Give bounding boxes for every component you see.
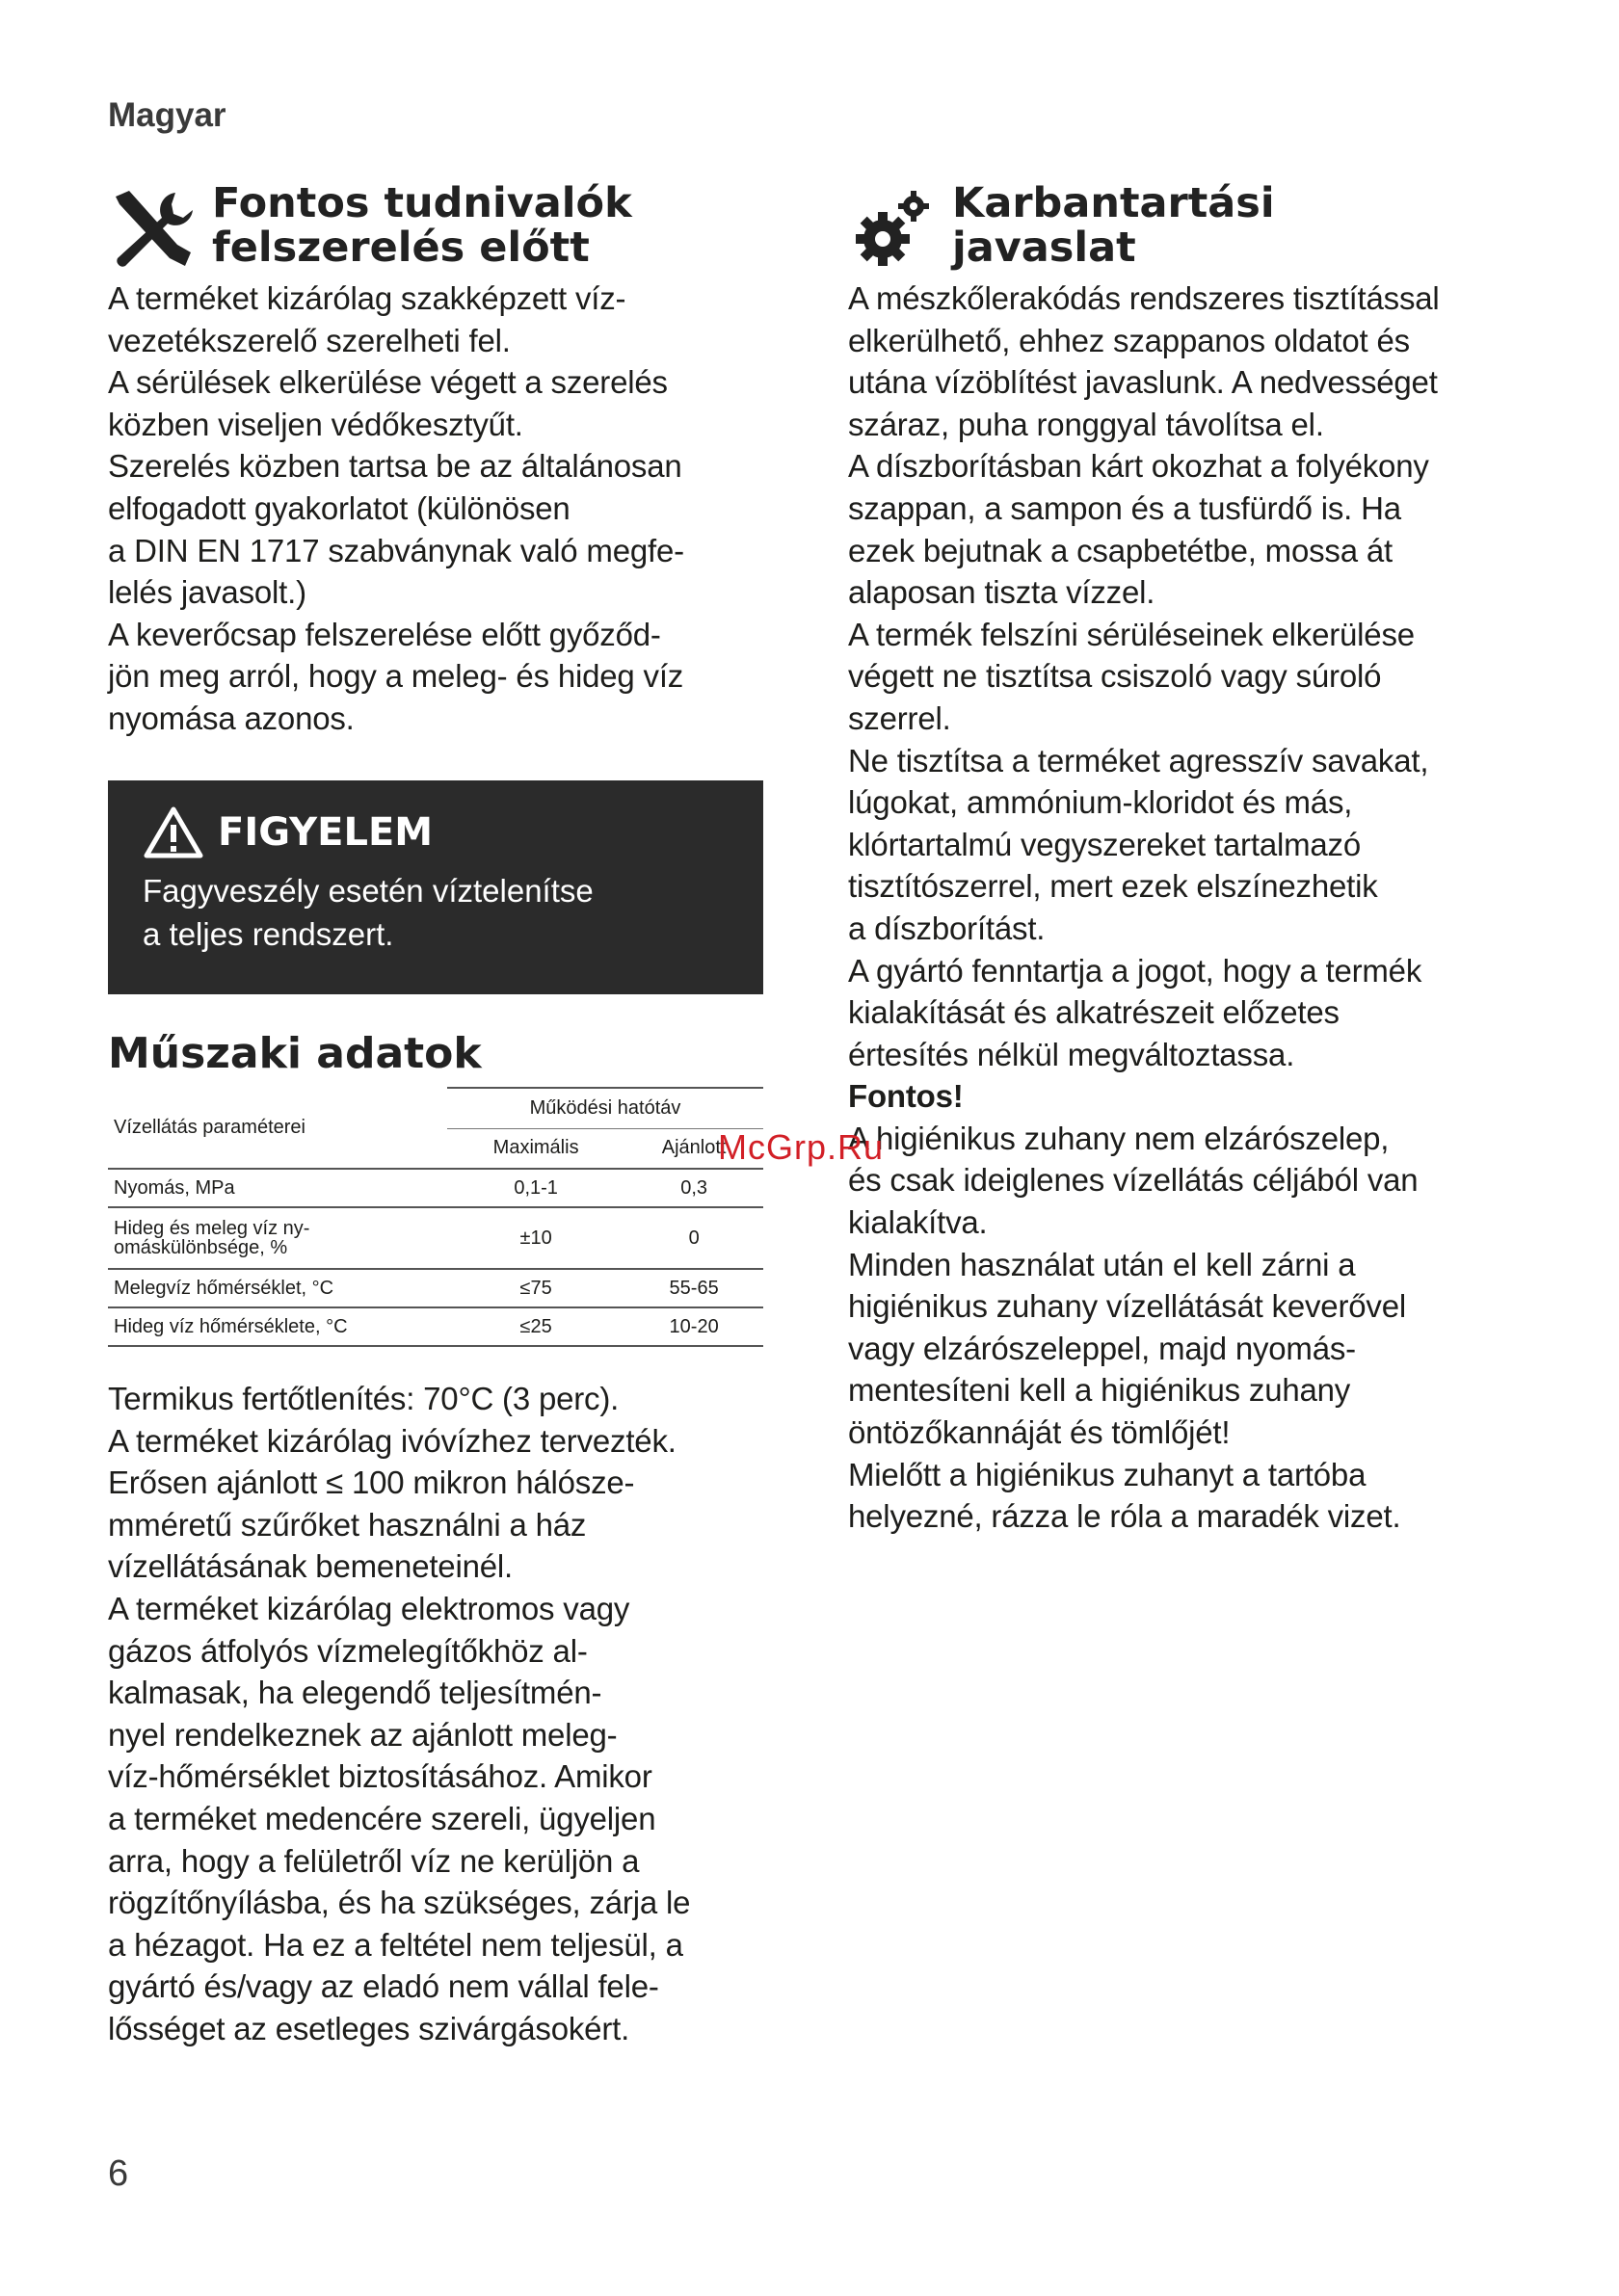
tech-text: Termikus fertőtlenítés: 70°C (3 perc). A terméket kizárólag ivóvízhez tervezték. Erősen ajánlott ≤ 100 mikron hálósze- mméretű szűrőket használni a ház vízellátásának bemeneteinél. A terméket kizárólag elektromos vagy gázos átfolyós vízmelegítőkhöz al- kalmasak, ha elegendő teljesítmén- nyel rendelkeznek az ajánlott meleg- víz-hőmérséklet biztosításához. Amikor a terméket medencére szereli, ügyeljen arra, hogy a felületről víz ne kerüljön a rögzítőnyílásba, és ha szükséges, zárja le a hézagot. Ha ez a feltétel nem teljesül, a gyártó és/vagy az eladó nem vállal fele- lősséget az esetleges szivárgásokért.	[108, 1381, 691, 2046]
warning-triangle-icon	[143, 805, 204, 859]
max-header: Maximális	[447, 1128, 624, 1169]
gears-icon	[848, 185, 939, 276]
install-title: Fontos tudnivalók felszerelés előtt	[212, 179, 632, 272]
language-label: Magyar	[108, 96, 226, 134]
spec-table	[108, 1087, 763, 1347]
important-title: Fontos!	[848, 1078, 964, 1115]
rec-header: Ajánlott	[624, 1128, 763, 1169]
warning-title: FIGYELEM	[218, 810, 434, 855]
warning-heading	[143, 805, 729, 859]
warning-box	[108, 780, 763, 994]
table-row: Hideg és meleg víz ny- omáskülönbsége, % ±10 0	[108, 1207, 763, 1269]
table-row: Melegvíz hőmérséklet, °C ≤75 55-65	[108, 1269, 763, 1307]
maintenance-heading	[848, 181, 1523, 276]
wrench-screwdriver-icon	[108, 185, 199, 276]
install-section	[108, 181, 763, 740]
install-heading	[108, 181, 763, 276]
tech-title: Műszaki adatok	[108, 1029, 482, 1078]
warning-text: Fagyveszély esetén víztelenítse a teljes rendszert.	[143, 873, 594, 952]
maintenance-text: A mészkőlerakódás rendszeres tisztítással elkerülhető, ehhez szappanos oldatot és utána vízöblítést javaslunk. A nedvességet száraz, puha ronggyal távolítsa el. A díszborításban kárt okozhat a folyékony szappan, a sampon és a tusfürdő is. Ha ezek bejutnak a csapbetétbe, mossa át alaposan tiszta vízzel. A termék felszíni sérüléseinek elkerülése végett ne tisztítsa csiszoló vagy súroló szerrel. Ne tisztítsa a terméket agresszív savakat, lúgokat, ammónium-kloridot és más, klórtartalmú vegyszereket tartalmazó tisztítószerrel, mert ezek elszínezhetik a díszborítást. A gyártó fenntartja a jogot, hogy a termék kialakítását és alkatrészeit előzetes értesítés nélkül megváltoztassa. Fontos! A higiénikus zuhany nem elzárószelep, és csak ideiglenes vízellátás céljából van kialakítva. Minden használat után el kell zárni a higiénikus zuhany vízellátását keverővel vagy elzárószeleppel, majd nyomás- mentesíteni kell a higiénikus zuhany öntözőkannáját és tömlőjét! Mielőtt a higiénikus zuhanyt a tartóba helyezné, rázza le róla a maradék vizet.	[848, 277, 1523, 1538]
maintenance-section	[848, 181, 1523, 1538]
watermark: McGrp.Ru	[718, 1127, 885, 1167]
install-text: A terméket kizárólag szakképzett víz- vezetékszerelő szerelheti fel. A sérülések elkerülése végett a szerelés közben viseljen védőkesztyűt. Szerelés közben tartsa be az általánosan elfogadott gyakorlatot (különösen a DIN EN 1717 szabványnak való megfe- lelés javasolt.) A keverőcsap felszerelése előtt győződ- jön meg arról, hogy a meleg- és hideg víz nyomása azonos.	[108, 280, 684, 736]
range-header: Működési hatótáv	[447, 1088, 763, 1128]
maintenance-title: Karbantartási javaslat	[952, 179, 1275, 272]
table-row: Nyomás, MPa 0,1-1 0,3	[108, 1169, 763, 1207]
table-row: Hideg víz hőmérséklete, °C ≤25 10-20	[108, 1307, 763, 1346]
page-number: 6	[108, 2153, 129, 2194]
param-header: Vízellátás paraméterei	[108, 1088, 447, 1169]
